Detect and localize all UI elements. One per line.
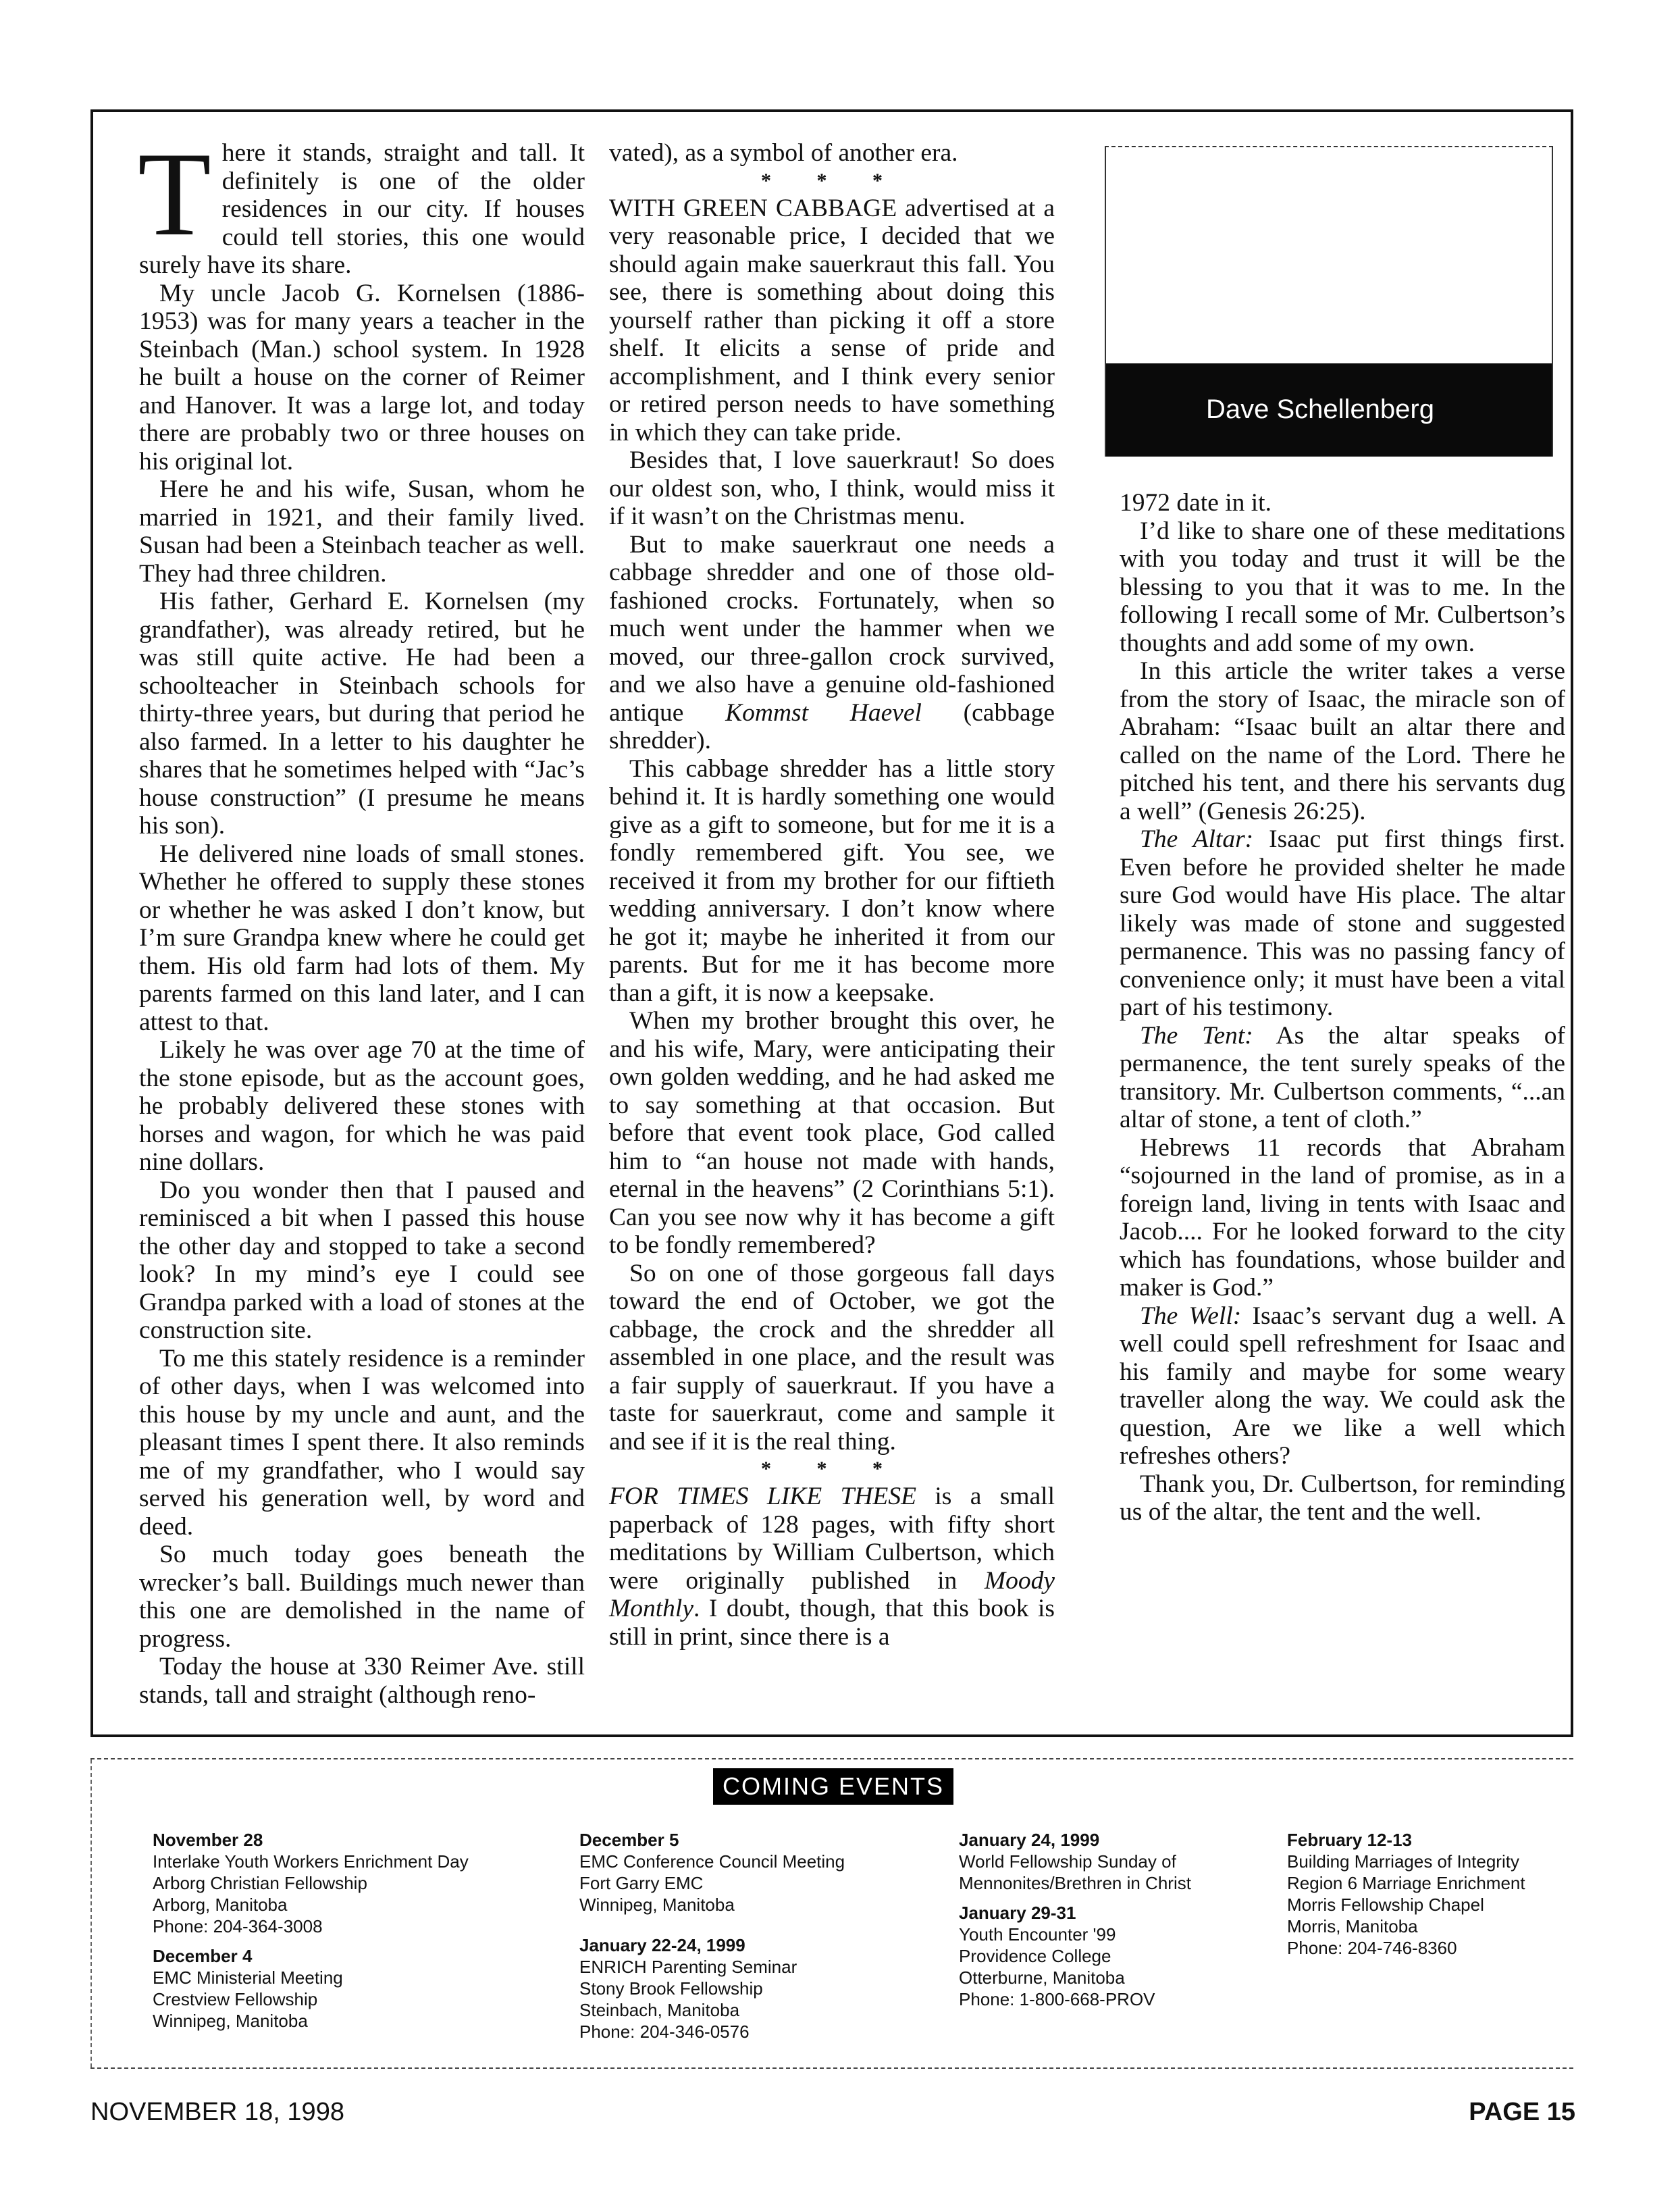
paragraph — [1120, 825, 1565, 1022]
event-line: Providence College — [959, 1946, 1111, 1966]
event-item — [959, 1902, 1191, 2010]
event-line: EMC Ministerial Meeting — [153, 1967, 343, 1988]
italic-text: The Altar: — [1140, 825, 1254, 853]
paragraph — [609, 531, 1055, 755]
events-column — [579, 1829, 845, 2051]
event-item — [1287, 1829, 1525, 1959]
text: (cabbage shredder). — [609, 698, 1055, 754]
event-line: Phone: 204-746-8360 — [1287, 1938, 1457, 1958]
event-line: Youth Encounter '99 — [959, 1924, 1116, 1945]
divider — [90, 1759, 92, 2067]
paragraph — [609, 1483, 1055, 1651]
italic-text: FOR TIMES LIKE THESE — [609, 1483, 916, 1510]
events-column — [959, 1829, 1191, 2018]
paragraph: In this article the writer takes a verse from the story of Isaac, the miracle son of Abraham: “Isaac built an altar there and called on the name of the Lord. There he pitched his tent, and there his servants dug a well” (Genesis 26:25). — [1120, 657, 1565, 825]
events-column — [153, 1829, 469, 2040]
event-date: November 28 — [153, 1830, 263, 1850]
event-line: Arborg Christian Fellowship — [153, 1873, 367, 1893]
event-item — [579, 1934, 845, 2042]
paragraph: Likely he was over age 70 at the time of the stone episode, but as the account goes, he probably delivered these stones with horses and wagon, for which he was paid nine dollars. — [139, 1036, 585, 1176]
drop-cap: T — [138, 127, 211, 261]
paragraph — [1120, 1302, 1565, 1470]
italic-text: The Tent: — [1140, 1021, 1253, 1050]
event-line: Crestview Fellowship — [153, 1989, 318, 2009]
author-photo — [1105, 146, 1553, 457]
event-line: Stony Brook Fellowship — [579, 1978, 763, 1999]
text: But to make sauerkraut one needs a cabbage shredder and one of those old-fashioned crocks. Fortunately, when so much went under the hammer when we moved, our three-gallon crock survived, and we also have a genuine old-fashioned antique — [609, 530, 1055, 727]
event-line: Winnipeg, Manitoba — [579, 1895, 735, 1915]
paragraph: WITH GREEN CABBAGE advertised at a very reasonable price, I decided that we should again make sauerkraut this fall. You see, there is something about doing this yourself rather than picking it off a store shelf. It elicits a sense of pride and accomplishment, and I think every senior or retired person needs to have something in which they can take pride. — [609, 194, 1055, 446]
event-item — [579, 1829, 845, 1915]
paragraph — [1120, 1022, 1565, 1134]
paragraph: Do you wonder then that I paused and reminisced a bit when I passed this house the other day and stopped to take a second look? In my mind’s eye I could see Grandpa parked with a load of stones at the construction site. — [139, 1176, 585, 1344]
event-date: January 24, 1999 — [959, 1830, 1100, 1850]
paragraph: So much today goes beneath the wrecker’s ball. Buildings much newer than this one are demolished in the name of progress. — [139, 1541, 585, 1653]
italic-text: Moody Monthly — [609, 1566, 1055, 1622]
event-line: Fort Garry EMC — [579, 1873, 704, 1893]
event-line: Morris, Manitoba — [1287, 1916, 1418, 1936]
article-column-3 — [1120, 489, 1565, 1526]
page-number: PAGE 15 — [1469, 2098, 1575, 2126]
text: As the altar speaks of permanence, the tent surely speaks of the transitory. Mr. Culbertson comments, “...an altar of stone, a tent of cloth.” — [1120, 1021, 1565, 1133]
paragraph: 1972 date in it. — [1120, 489, 1271, 517]
paragraph: His father, Gerhard E. Kornelsen (my grandfather), was already retired, but he was still quite active. He had been a schoolteacher in Steinbach schools for thirty-three years, but during that period he also farmed. In a letter to his daughter he shares that he sometimes helped with “Jac’s house construction” (I presume he means his son). — [139, 588, 585, 840]
event-line: Region 6 Marriage Enrichment — [1287, 1873, 1525, 1893]
paragraph: He delivered nine loads of small stones. Whether he offered to supply these stones or whether he was asked I don’t know, but I’m sure Grandpa knew where he could get them. His old farm had lots of them. My parents farmed on this land later, and I can attest to that. — [139, 840, 585, 1036]
event-date: February 12-13 — [1287, 1830, 1412, 1850]
event-item — [959, 1829, 1191, 1894]
paragraph: To me this stately residence is a reminder of other days, when I was welcomed into this house by my uncle and aunt, and the pleasant times I spent there. It also reminds me of my grandfather, who I would say served his generation well, by word and deed. — [139, 1344, 585, 1541]
section-divider: * * * — [761, 169, 903, 192]
section-divider: * * * — [761, 1458, 903, 1480]
text: Isaac put first things first. Even before he provided shelter he made sure God would have His place. The altar likely was made of stone and suggested permanence. This was no passing fancy of convenience only; it must have been a vital part of his testimony. — [1120, 825, 1565, 1021]
event-line: Steinbach, Manitoba — [579, 2000, 740, 2020]
paragraph: here it stands, straight and tall. It definitely is one of the older residences in our city. If houses could tell stories, this one would surely have its share. — [139, 139, 585, 279]
paragraph: vated), as a symbol of another era. — [609, 139, 958, 167]
italic-text: The Well: — [1140, 1302, 1242, 1330]
events-title: COMING EVENTS — [713, 1768, 953, 1805]
italic-text: Kommst Haevel — [725, 698, 922, 727]
paragraph: When my brother brought this over, he and his wife, Mary, were anticipating their own golden wedding, and he had asked me to say something at that occasion. But before that event took place, God called him to “an house not made with hands, eternal in the heavens” (2 Corinthians 5:1). Can you see now why it has become a gift to be fondly remembered? — [609, 1007, 1055, 1259]
event-line: World Fellowship Sunday of — [959, 1851, 1176, 1872]
event-item — [153, 1829, 469, 1937]
event-line: Morris Fellowship Chapel — [1287, 1895, 1484, 1915]
event-line: ENRICH Parenting Seminar — [579, 1957, 797, 1977]
event-date: January 22-24, 1999 — [579, 1935, 745, 1955]
paragraph: Thank you, Dr. Culbertson, for reminding us of the altar, the tent and the well. — [1120, 1470, 1565, 1526]
event-item — [153, 1945, 469, 2032]
event-line: EMC Conference Council Meeting — [579, 1851, 845, 1872]
event-date: December 4 — [153, 1946, 253, 1966]
article-box — [90, 109, 1573, 1737]
event-line: Building Marriages of Integrity — [1287, 1851, 1519, 1872]
article-column-2 — [609, 139, 1055, 1651]
event-line: Mennonites/Brethren in Christ — [959, 1873, 1191, 1893]
event-line: Phone: 1-800-668-PROV — [959, 1989, 1155, 2009]
photo-caption: Dave Schellenberg — [1206, 394, 1434, 424]
paragraph: My uncle Jacob G. Kornelsen (1886-1953) was for many years a teacher in the Steinbach (Man.) school system. In 1928 he built a house on the corner of Reimer and Hanover. It was a large lot, and today there are probably two or three houses on his original lot. — [139, 279, 585, 475]
text: is a small paperback of 128 pages, with fifty short meditations by William Culbertson, which were originally published in — [609, 1483, 1055, 1595]
paragraph: Besides that, I love sauerkraut! So does our oldest son, who, I think, would miss it if it wasn’t on the Christmas menu. — [609, 446, 1055, 530]
paragraph: I’d like to share one of these meditations with you today and trust it will be the blessing to you that it was to me. In the following I recall some of Mr. Culbertson’s thoughts and add some of my own. — [1120, 517, 1565, 657]
event-line: Interlake Youth Workers Enrichment Day — [153, 1851, 469, 1872]
paragraph: So on one of those gorgeous fall days toward the end of October, we got the cabbage, the crock and the shredder all assembled in one place, and the result was a fair supply of sauerkraut. If you have a taste for sauerkraut, come and sample it and see if it is the real thing. — [609, 1259, 1055, 1456]
paragraph: Hebrews 11 records that Abraham “sojourned in the land of promise, as in a foreign land, living in tents with Isaac and Jacob.... For he looked forward to the city which has foundations, whose builder and maker is God.” — [1120, 1133, 1565, 1302]
event-line: Arborg, Manitoba — [153, 1895, 288, 1915]
footer-date: NOVEMBER 18, 1998 — [90, 2098, 344, 2126]
photo-band — [1106, 363, 1552, 457]
event-line: Phone: 204-346-0576 — [579, 2022, 750, 2042]
event-date: December 5 — [579, 1830, 679, 1850]
event-line: Otterburne, Manitoba — [959, 1967, 1125, 1988]
coming-events-box — [90, 1758, 1573, 2069]
text: Isaac’s servant dug a well. A well could spell refreshment for Isaac and his family and maybe for some weary traveller along the way. We could ask the question, Are we like a well which refreshes others? — [1120, 1302, 1565, 1470]
text: . I doubt, though, that this book is still in print, since there is a — [609, 1595, 1055, 1651]
event-line: Phone: 204-364-3008 — [153, 1916, 323, 1936]
events-column — [1287, 1829, 1525, 1967]
event-date: January 29-31 — [959, 1903, 1076, 1923]
paragraph: Today the house at 330 Reimer Ave. still stands, tall and straight (although reno- — [139, 1653, 585, 1709]
article-column-1 — [138, 127, 585, 1709]
event-line: Winnipeg, Manitoba — [153, 2011, 308, 2031]
paragraph: This cabbage shredder has a little story behind it. It is hardly something one would give as a gift to someone, but for me it is a fondly remembered gift. You see, we received it from my brother for our fiftieth wedding anniversary. I don’t know where he got it; maybe he inherited it from our parents. But for me it has become more than a gift, it is now a keepsake. — [609, 754, 1055, 1007]
paragraph: Here he and his wife, Susan, whom he married in 1921, and their family lived. Susan had been a Steinbach teacher as well. They had three children. — [139, 475, 585, 588]
